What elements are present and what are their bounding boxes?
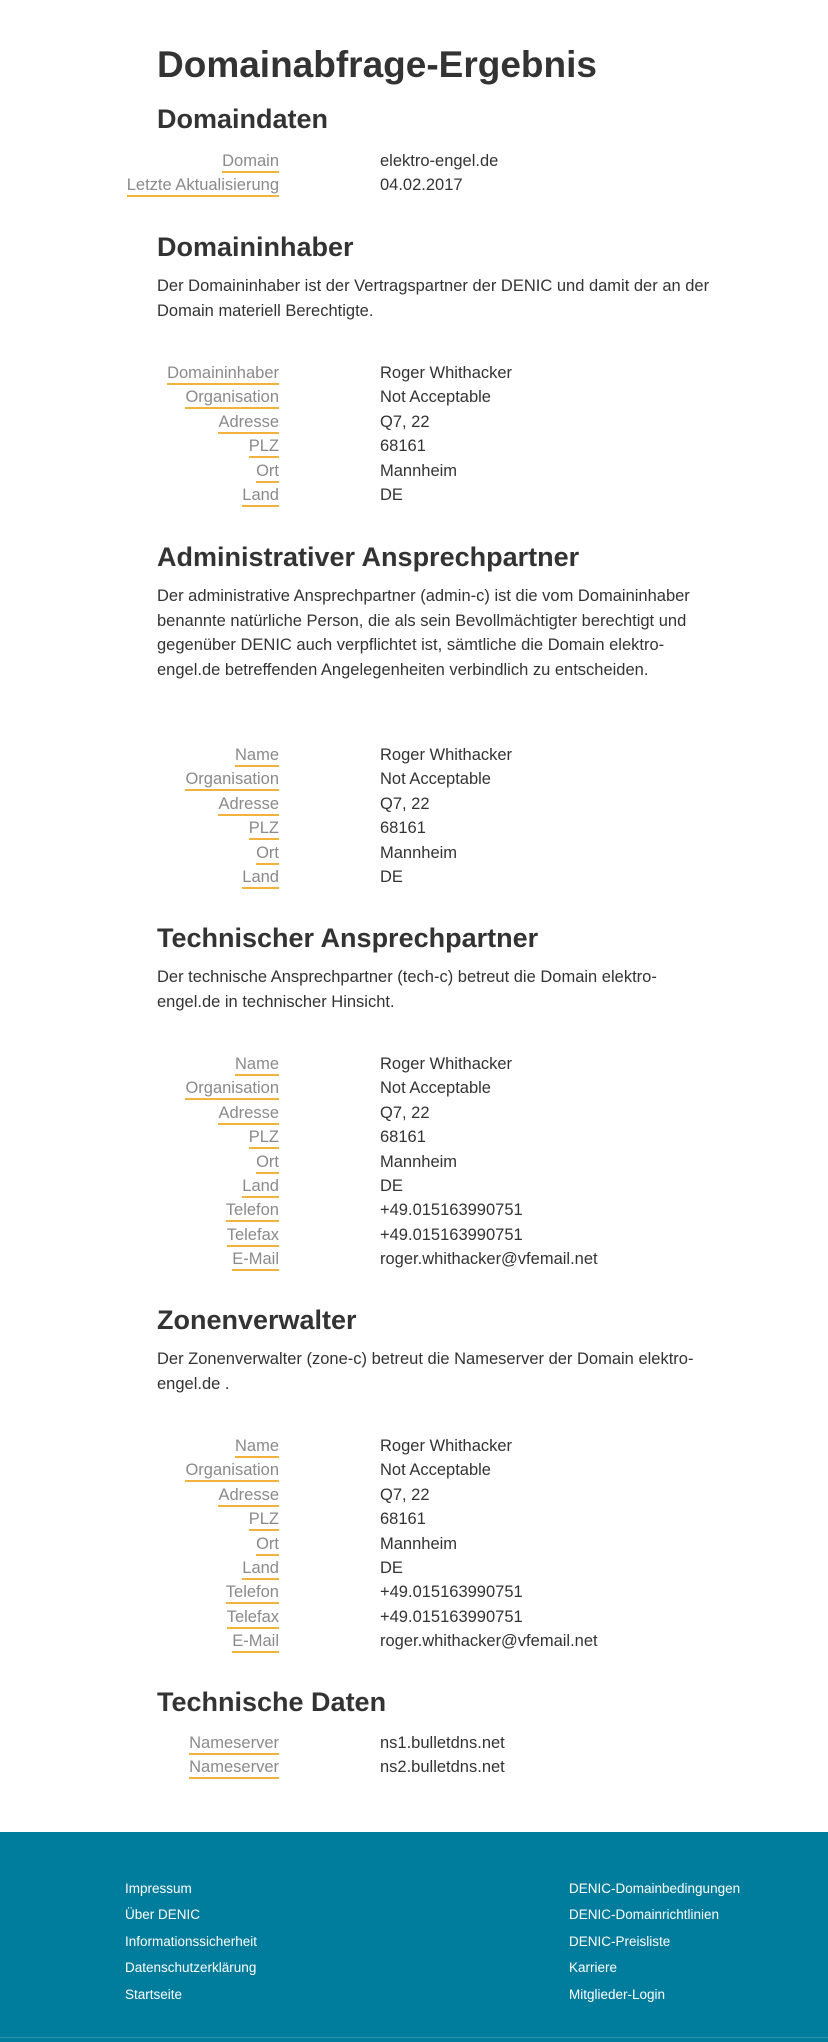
field-label: Adresse bbox=[218, 412, 279, 434]
info-row bbox=[157, 1757, 717, 1781]
field-label: Telefax bbox=[227, 1225, 279, 1247]
info-row bbox=[157, 1176, 717, 1200]
info-row bbox=[157, 151, 717, 175]
info-row bbox=[126, 175, 717, 199]
footer-link-impressum[interactable]: Impressum bbox=[125, 1881, 192, 1896]
info-row bbox=[157, 436, 717, 460]
info-row bbox=[157, 485, 717, 509]
footer-link-startseite[interactable]: Startseite bbox=[125, 1986, 183, 2002]
field-label: Name bbox=[235, 745, 279, 767]
field-value: roger.whithacker@vfemail.net bbox=[380, 1250, 598, 1269]
info-row bbox=[157, 867, 717, 891]
section-description: Der administrative Ansprechpartner (admin-c) ist die vom Domaininhaber benannte natürliche Person, die als sein Bevollmächtigter berechtigt und gegenüber DENIC auch verpflichtet ist, sämtliche die Domain elektro-engel.de betreffenden Angelegenheiten verbindlich zu entscheiden. bbox=[157, 587, 690, 679]
section-title: Technische Daten bbox=[157, 1687, 387, 1717]
footer-link-karriere[interactable]: Karriere bbox=[569, 1960, 618, 1976]
field-value: DE bbox=[380, 867, 403, 886]
info-row bbox=[157, 818, 717, 842]
field-value: Not Acceptable bbox=[380, 770, 491, 789]
info-row bbox=[157, 1631, 717, 1655]
footer-divider bbox=[0, 2037, 828, 2038]
info-row bbox=[157, 1607, 717, 1631]
field-label: Telefon bbox=[226, 1200, 279, 1222]
field-label: PLZ bbox=[249, 436, 279, 458]
info-row bbox=[157, 1509, 717, 1533]
field-value: Roger Whithacker bbox=[380, 1437, 513, 1455]
field-label: Telefon bbox=[226, 1582, 279, 1604]
field-value: ns1.bulletdns.net bbox=[380, 1734, 505, 1752]
section-title: Technischer Ansprechpartner bbox=[157, 923, 539, 953]
field-label: Organisation bbox=[185, 769, 279, 791]
info-row bbox=[157, 843, 717, 867]
footer-link-mitglieder-login[interactable]: Mitglieder-Login bbox=[569, 1986, 666, 2002]
field-value: Not Acceptable bbox=[380, 388, 491, 407]
section-title: Domaininhaber bbox=[157, 232, 354, 262]
field-value: 68161 bbox=[380, 1510, 426, 1529]
field-value: DE bbox=[380, 1558, 403, 1577]
technische-daten-rows bbox=[157, 1733, 717, 1782]
field-label: Ort bbox=[256, 1152, 279, 1174]
info-row bbox=[157, 1534, 717, 1558]
footer-link-domainbedingungen[interactable]: DENIC-Domainbedingungen bbox=[569, 1881, 741, 1896]
section-description: Der technische Ansprechpartner (tech-c) betreut die Domain elektro-engel.de in technischer Hinsicht. bbox=[157, 968, 657, 1011]
field-value: DE bbox=[380, 485, 403, 504]
field-value: Mannheim bbox=[380, 1152, 458, 1171]
field-value: Mannheim bbox=[380, 461, 458, 480]
field-label: Organisation bbox=[185, 1460, 279, 1482]
info-row bbox=[157, 1078, 717, 1102]
field-label: Nameserver bbox=[189, 1757, 279, 1779]
section-domaininhaber bbox=[157, 230, 717, 323]
field-value: 68161 bbox=[380, 819, 426, 838]
field-value: Not Acceptable bbox=[380, 1461, 491, 1480]
field-value: elektro-engel.de bbox=[380, 152, 499, 170]
section-title: Administrativer Ansprechpartner bbox=[157, 542, 580, 572]
field-value: 68161 bbox=[380, 437, 426, 456]
info-row bbox=[157, 1152, 717, 1176]
field-label: Land bbox=[242, 485, 279, 507]
field-label: Domain bbox=[222, 151, 279, 173]
info-row bbox=[157, 1485, 717, 1509]
domaininhaber-rows bbox=[157, 363, 717, 509]
field-label: Land bbox=[242, 867, 279, 889]
field-label: Organisation bbox=[185, 387, 279, 409]
field-label: Organisation bbox=[185, 1078, 279, 1100]
field-label: Land bbox=[242, 1558, 279, 1580]
info-row bbox=[157, 1127, 717, 1151]
field-label: Name bbox=[235, 1054, 279, 1076]
info-row bbox=[157, 1460, 717, 1484]
info-row bbox=[157, 1436, 717, 1460]
footer-left-links bbox=[125, 1876, 257, 2008]
field-value: +49.015163990751 bbox=[380, 1201, 523, 1220]
field-label: Domaininhaber bbox=[167, 363, 279, 385]
admin-rows bbox=[157, 745, 717, 891]
page-title: Domainabfrage-Ergebnis bbox=[157, 44, 597, 85]
footer-link-datenschutz[interactable]: Datenschutzerklärung bbox=[125, 1960, 257, 1976]
field-label: Land bbox=[242, 1176, 279, 1198]
section-description: Der Zonenverwalter (zone-c) betreut die Nameserver der Domain elektro-engel.de . bbox=[157, 1350, 694, 1393]
field-value: Roger Whithacker bbox=[380, 1055, 513, 1073]
section-admin bbox=[157, 540, 717, 682]
info-row bbox=[157, 1225, 717, 1249]
info-row bbox=[157, 1054, 717, 1078]
info-row bbox=[157, 794, 717, 818]
field-label: Letzte Aktualisierung bbox=[127, 175, 279, 197]
field-value: Mannheim bbox=[380, 843, 458, 862]
section-technische-daten bbox=[157, 1685, 717, 1719]
zone-rows bbox=[157, 1436, 717, 1656]
field-value: 04.02.2017 bbox=[380, 176, 463, 195]
field-label: Adresse bbox=[218, 1485, 279, 1507]
field-label: Ort bbox=[256, 1534, 279, 1556]
field-value: Q7, 22 bbox=[380, 1103, 430, 1122]
info-row bbox=[157, 363, 717, 387]
domaindaten-rows bbox=[126, 151, 717, 200]
field-label: E-Mail bbox=[232, 1249, 279, 1271]
section-zone bbox=[157, 1303, 717, 1396]
info-row bbox=[157, 1558, 717, 1582]
field-value: Q7, 22 bbox=[380, 412, 430, 431]
info-row bbox=[157, 1200, 717, 1224]
footer-link-ueber-denic[interactable]: Über DENIC bbox=[125, 1907, 201, 1923]
info-row bbox=[157, 1103, 717, 1127]
field-label: PLZ bbox=[249, 1127, 279, 1149]
footer-link-domainrichtlinien[interactable]: DENIC-Domainrichtlinien bbox=[569, 1907, 720, 1923]
info-row bbox=[157, 412, 717, 436]
section-title: Domaindaten bbox=[157, 104, 329, 134]
field-value: roger.whithacker@vfemail.net bbox=[380, 1632, 598, 1651]
field-value: Q7, 22 bbox=[380, 794, 430, 813]
info-row bbox=[157, 1733, 717, 1757]
field-value: +49.015163990751 bbox=[380, 1583, 523, 1602]
section-domaindaten bbox=[157, 102, 717, 136]
field-value: DE bbox=[380, 1176, 403, 1195]
section-description: Der Domaininhaber ist der Vertragspartner der DENIC und damit der an der Domain materiell Berechtigte. bbox=[157, 277, 710, 320]
info-row bbox=[157, 387, 717, 411]
field-value: +49.015163990751 bbox=[380, 1225, 523, 1244]
section-title: Zonenverwalter bbox=[157, 1305, 357, 1335]
field-label: Ort bbox=[256, 843, 279, 865]
info-row bbox=[157, 1249, 717, 1273]
field-label: PLZ bbox=[249, 818, 279, 840]
field-value: Not Acceptable bbox=[380, 1079, 491, 1098]
field-value: Roger Whithacker bbox=[380, 746, 513, 764]
field-value: Q7, 22 bbox=[380, 1485, 430, 1504]
info-row bbox=[157, 1582, 717, 1606]
field-label: PLZ bbox=[249, 1509, 279, 1531]
field-value: ns2.bulletdns.net bbox=[380, 1758, 505, 1777]
footer-right-links bbox=[569, 1876, 740, 2008]
footer-link-informationssicherheit[interactable]: Informationssicherheit bbox=[125, 1933, 258, 1949]
info-row bbox=[157, 769, 717, 793]
field-value: +49.015163990751 bbox=[380, 1607, 523, 1626]
info-row bbox=[157, 461, 717, 485]
field-value: Roger Whithacker bbox=[380, 364, 513, 382]
field-label: Nameserver bbox=[189, 1733, 279, 1755]
field-label: Ort bbox=[256, 461, 279, 483]
field-value: 68161 bbox=[380, 1128, 426, 1147]
field-label: Name bbox=[235, 1436, 279, 1458]
field-value: Mannheim bbox=[380, 1534, 458, 1553]
field-label: E-Mail bbox=[232, 1631, 279, 1653]
tech-rows bbox=[157, 1054, 717, 1274]
site-footer bbox=[0, 1832, 828, 2042]
field-label: Telefax bbox=[227, 1607, 279, 1629]
section-tech bbox=[157, 921, 717, 1014]
footer-link-preisliste[interactable]: DENIC-Preisliste bbox=[569, 1933, 671, 1949]
field-label: Adresse bbox=[218, 794, 279, 816]
info-row bbox=[157, 745, 717, 769]
field-label: Adresse bbox=[218, 1103, 279, 1125]
